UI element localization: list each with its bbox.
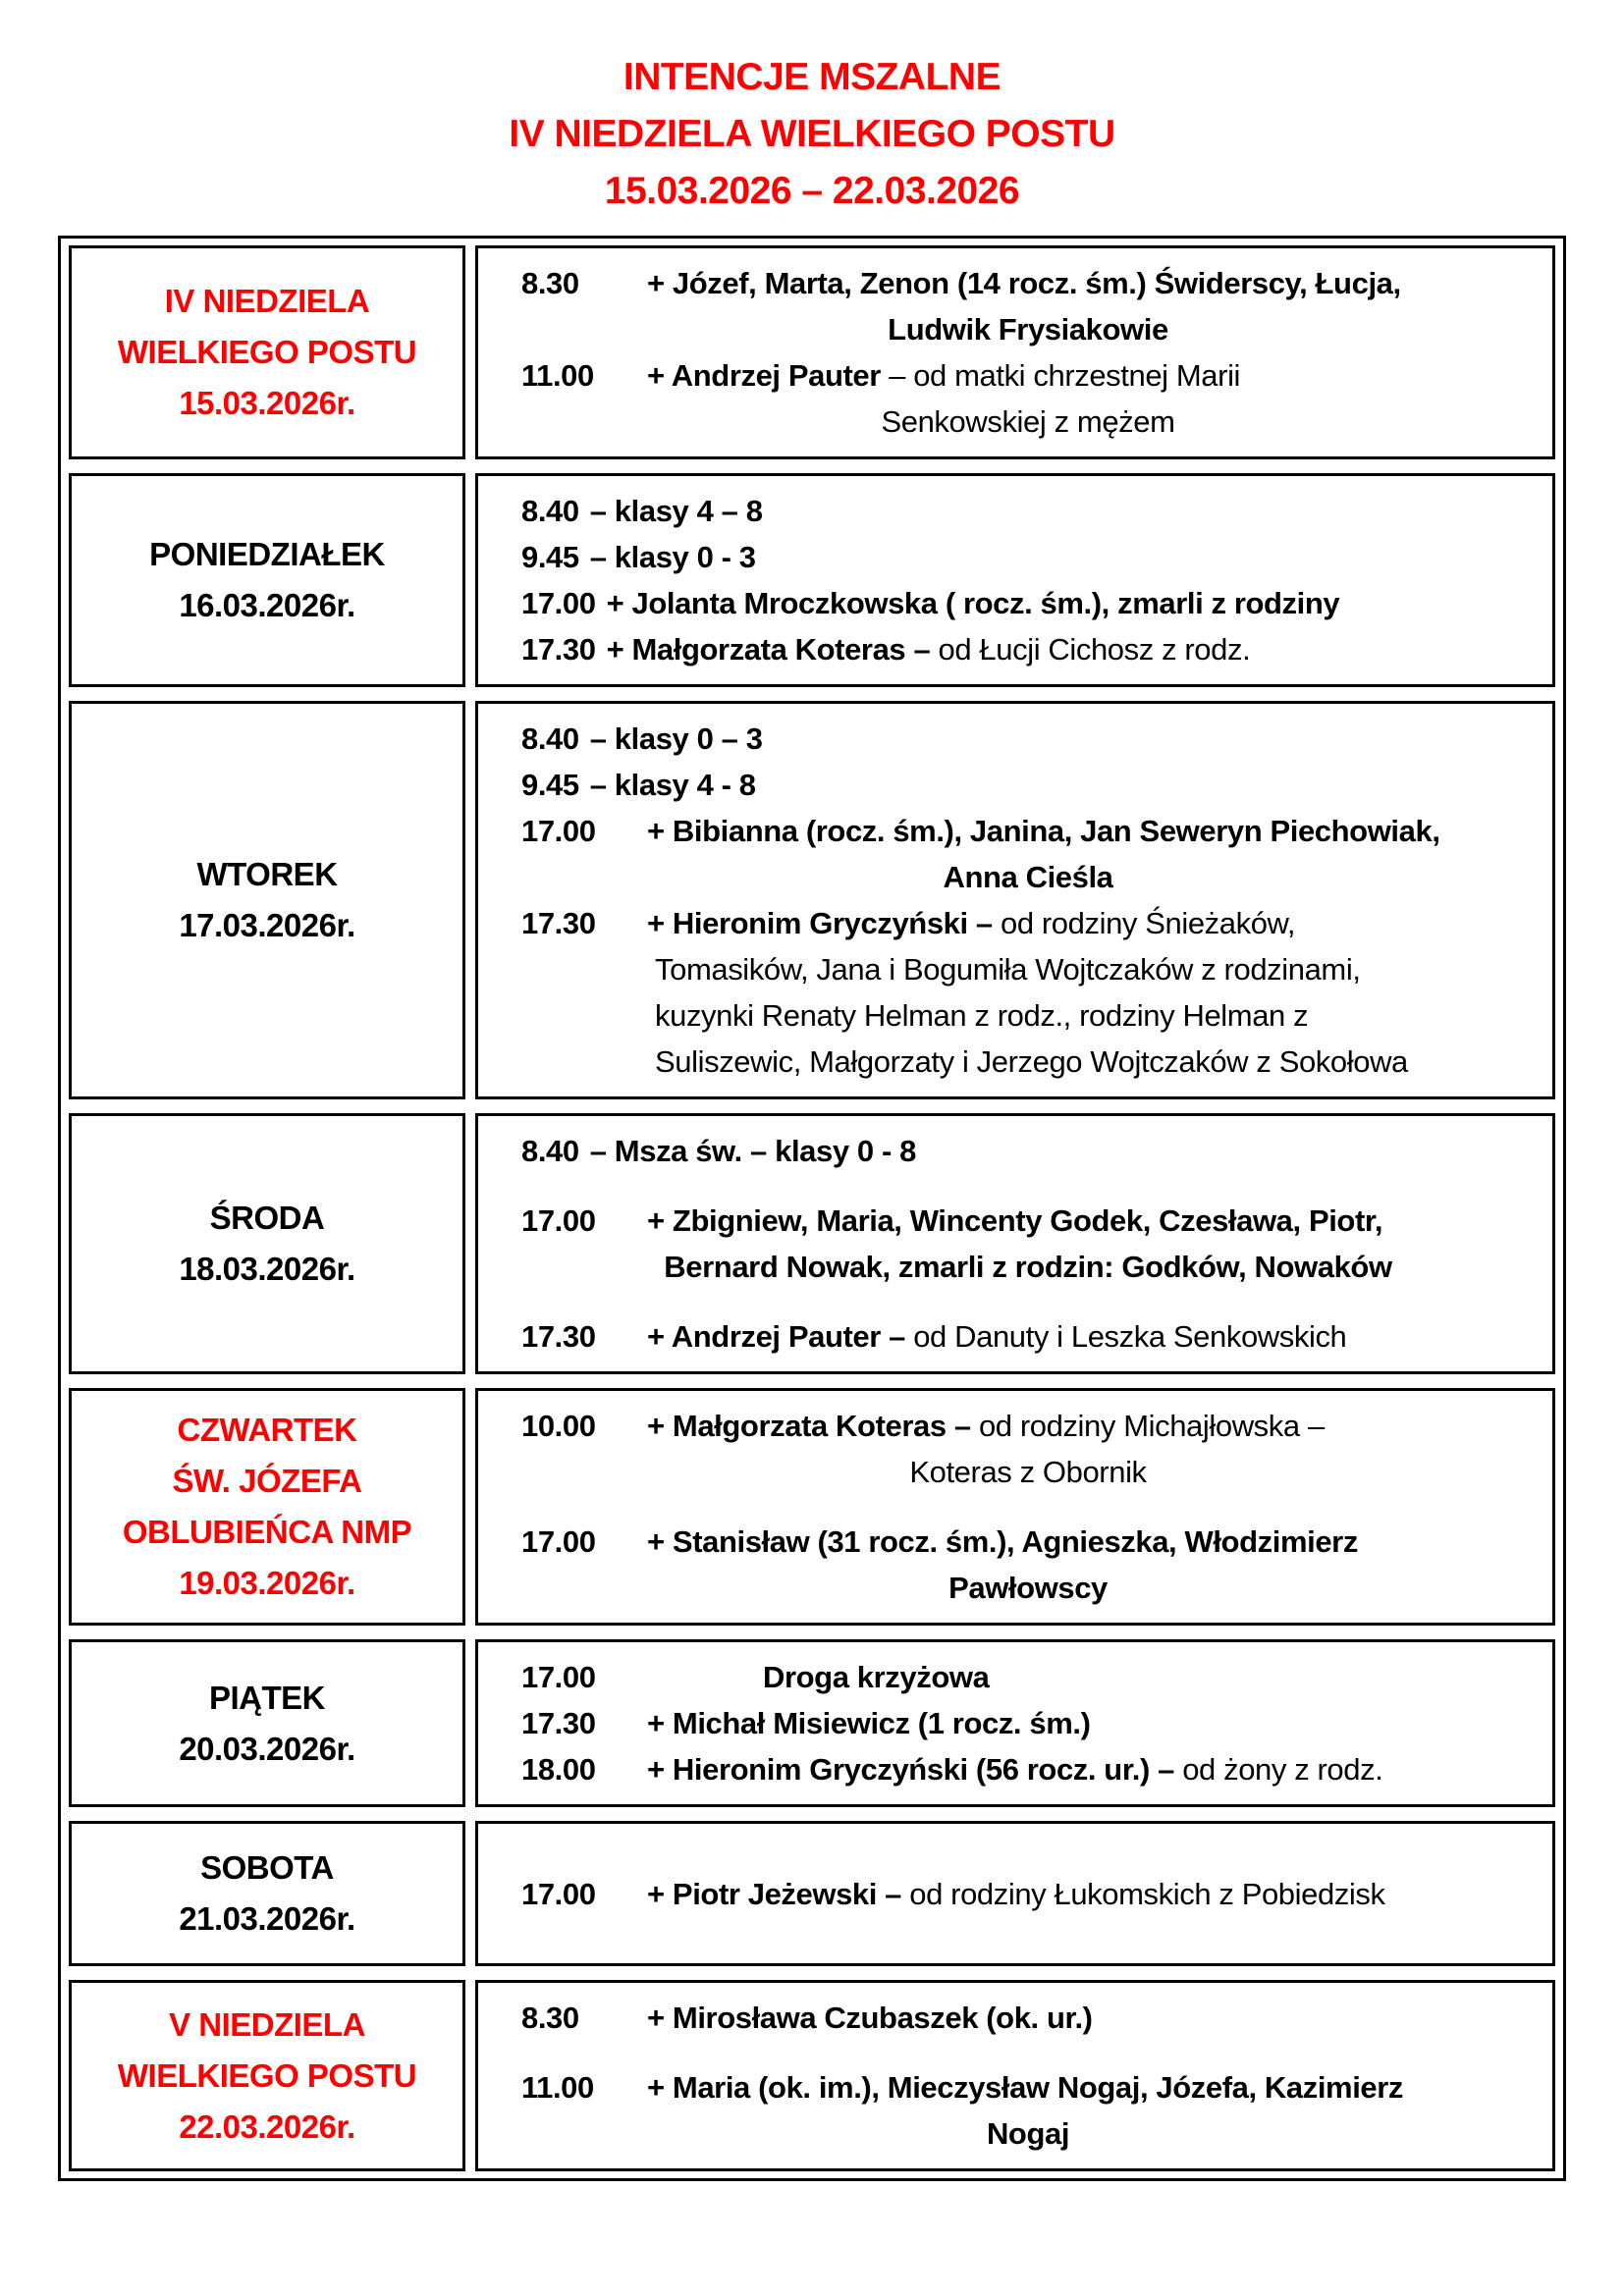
day-label-line: PIĄTEK [208,1679,325,1716]
entry-line [521,762,1535,808]
table-row [61,1106,1563,1381]
intention-text-run: kuzynki Renaty Helman z rodz., rodziny Helman z [655,998,1309,1033]
title-line-3: 15.03.2026 – 22.03.2026 [604,170,1020,212]
entry-line [521,260,1535,306]
mass-intentions-table [58,236,1566,2181]
intention-text-run: – od matki chrzestnej Marii [889,358,1241,393]
intention-text-run: Pawłowscy [948,1571,1108,1605]
entry-continuation-line [521,2110,1535,2157]
day-label-line: PONIEDZIAŁEK [149,536,385,572]
entries-cell [475,473,1555,687]
day-label-line: OBLUBIEŃCA NMP [122,1514,412,1550]
mass-time: 17.00 [521,1660,596,1694]
mass-time: 9.45 [521,540,579,574]
entry-line [521,1313,1535,1360]
mass-entry [521,534,1535,580]
intention-text-run: + Bibianna (rocz. śm.), Janina, Jan Seweryn Piechowiak, [647,814,1440,848]
entries-cell [475,1639,1555,1807]
mass-time: 17.30 [521,906,596,940]
entry-text [647,352,1535,399]
mass-entry [521,808,1535,900]
mass-time: 17.00 [521,1203,596,1238]
intention-text-run: Tomasików, Jana i Bogumiła Wojtczaków z rodzinami, [655,952,1361,987]
intention-text-run: Anna Cieśla [943,860,1113,894]
mass-entry [521,1403,1535,1495]
mass-entry [521,2064,1535,2157]
intention-text-run: – klasy 0 – 3 [589,721,763,756]
intention-text-run: Koteras z Obornik [909,1455,1147,1489]
day-label-line: WIELKIEGO POSTU [117,334,417,370]
mass-entry [521,1128,1535,1174]
mass-entry [521,1313,1535,1360]
mass-time: 9.45 [521,768,579,802]
day-cell [69,701,465,1099]
day-label-line: V NIEDZIELA [169,2005,365,2043]
mass-entry [521,488,1535,534]
day-label-line: CZWARTEK [177,1412,357,1448]
mass-time: 11.00 [521,2070,594,2105]
intention-text-run: – klasy 4 - 8 [589,768,756,802]
entries-cell [475,1980,1555,2171]
intention-text-run: od Łucji Cichosz z rodz. [938,632,1251,667]
entry-text [647,900,1535,946]
title-line-2: IV NIEDZIELA WIELKIEGO POSTU [509,113,1115,155]
intention-text-run: + Józef, Marta, Zenon (14 rocz. śm.) Świderscy, Łucja, [647,266,1401,300]
mass-time: 17.00 [521,1524,596,1559]
mass-time: 17.30 [521,1319,596,1354]
mass-entry [521,1746,1535,1792]
intention-text-run: Droga krzyżowa [763,1660,990,1694]
day-label-line: 20.03.2026r. [179,1730,355,1767]
entries-cell [475,1113,1555,1374]
entry-text [647,1995,1535,2041]
entries-cell [475,1388,1555,1626]
mass-entry [521,900,1535,1085]
mass-entry [521,626,1535,672]
entry-text [647,1519,1535,1565]
mass-time: 8.40 [521,1134,579,1168]
day-label-line: ŚRODA [209,1200,325,1236]
table-row [61,1381,1563,1632]
day-cell [69,1821,465,1966]
intention-text-run: + Piotr Jeżewski – [647,1876,910,1911]
mass-entry [521,716,1535,762]
day-label-line: 22.03.2026r. [179,2108,355,2145]
intention-text-run: Ludwik Frysiakowie [888,312,1168,347]
entry-text [647,1746,1535,1792]
mass-time: 8.30 [521,2001,579,2035]
intention-text-run: – klasy 4 – 8 [589,494,763,528]
day-label-line: 15.03.2026r. [179,385,355,421]
entry-continuation-line [521,992,1535,1039]
intention-text-run: + Zbigniew, Maria, Wincenty Godek, Czesława, Piotr, [647,1203,1383,1238]
document-title [0,49,1624,220]
intention-text-run: + Andrzej Pauter [647,358,890,393]
entry-continuation-line [521,1244,1535,1290]
intention-text-run: – Msza św. – klasy 0 - 8 [589,1134,916,1168]
entry-continuation-line [521,399,1535,445]
entry-line [521,626,1535,672]
day-label-line: 19.03.2026r. [179,1565,355,1601]
entry-line [521,900,1535,946]
mass-entry [521,1198,1535,1290]
intention-text-run: Nogaj [986,2116,1070,2151]
entries-cell [475,701,1555,1099]
table-row [61,239,1563,466]
table-row [61,694,1563,1106]
intention-text-run: + Andrzej Pauter – [647,1319,914,1354]
mass-time: 8.40 [521,721,579,756]
mass-time: 11.00 [521,358,594,393]
entry-continuation-line [521,1039,1535,1085]
mass-entry [521,260,1535,352]
entry-text [647,2064,1535,2110]
mass-time: 18.00 [521,1752,596,1787]
day-label-line: SOBOTA [200,1849,334,1886]
entry-line [521,1654,1535,1700]
entry-line [521,1700,1535,1746]
intention-text-run: + Michał Misiewicz (1 rocz. śm.) [647,1706,1091,1740]
intention-text-run: + Hieronim Gryczyński – [647,906,1001,940]
table-row [61,1814,1563,1973]
day-cell [69,245,465,459]
entry-line [521,2064,1535,2110]
mass-time: 10.00 [521,1409,596,1443]
intention-text-run: + Jolanta Mroczkowska ( rocz. śm.), zmarli z rodziny [606,586,1340,620]
entry-line [521,1871,1535,1917]
mass-time: 17.00 [521,814,596,848]
entry-text [647,260,1535,306]
intention-text-run: Senkowskiej z mężem [881,404,1175,439]
intention-text-run: od rodziny Łukomskich z Pobiedzisk [909,1876,1385,1911]
mass-entry [521,1995,1535,2041]
mass-entry [521,580,1535,626]
mass-time: 8.30 [521,266,579,300]
entry-line [521,534,1535,580]
title-line-1: INTENCJE MSZALNE [623,56,1001,98]
entry-continuation-line [521,946,1535,992]
entry-continuation-line [521,306,1535,352]
entry-text [647,1198,1535,1244]
day-cell [69,473,465,687]
entry-text [647,1700,1535,1746]
mass-entry [521,1654,1535,1700]
entry-line [521,716,1535,762]
mass-time: 17.00 [521,586,596,620]
day-label-line: 17.03.2026r. [179,907,355,943]
day-cell [69,1639,465,1807]
mass-entry [521,352,1535,445]
intention-text-run: + Małgorzata Koteras – [647,1409,979,1443]
entry-line [521,352,1535,399]
mass-time: 8.40 [521,494,579,528]
entry-line [521,488,1535,534]
intention-text-run: od żony z rodz. [1182,1752,1383,1787]
entry-continuation-line [521,854,1535,900]
day-label-line: IV NIEDZIELA [164,283,370,319]
day-label-line: WIELKIEGO POSTU [117,2056,417,2094]
day-label-line: 18.03.2026r. [179,1251,355,1287]
entries-cell [475,245,1555,459]
day-label-line: WTOREK [196,856,338,892]
intention-text-run: + Mirosława Czubaszek (ok. ur.) [647,2001,1093,2035]
entry-line [521,808,1535,854]
table-row [61,466,1563,694]
table-row [61,1973,1563,2178]
day-cell [69,1388,465,1626]
intention-text-run: od rodziny Śnieżaków, [1000,906,1296,940]
entry-continuation-line [521,1449,1535,1495]
intention-text-run: od Danuty i Leszka Senkowskich [913,1319,1347,1354]
entry-line [521,1995,1535,2041]
day-label-line: ŚW. JÓZEFA [172,1463,362,1499]
day-cell [69,1980,465,2171]
entry-line [521,1403,1535,1449]
intention-text-run: + Maria (ok. im.), Mieczysław Nogaj, Józefa, Kazimierz [647,2070,1404,2105]
day-cell [69,1113,465,1374]
entry-text [647,1313,1535,1360]
entry-text [647,1403,1535,1449]
intention-text-run: Suliszewic, Małgorzaty i Jerzego Wojtczaków z Sokołowa [655,1044,1408,1079]
entry-line [521,1198,1535,1244]
entry-text [647,808,1535,854]
mass-time: 17.30 [521,632,596,667]
mass-time: 17.00 [521,1876,596,1911]
entry-text [647,1871,1535,1917]
intention-text-run: + Małgorzata Koteras – [606,632,939,667]
intention-text-run: – klasy 0 - 3 [589,540,756,574]
day-label-line: 21.03.2026r. [179,1900,355,1937]
entry-line [521,1746,1535,1792]
mass-entry [521,1700,1535,1746]
intention-text-run: + Hieronim Gryczyński (56 rocz. ur.) – [647,1752,1183,1787]
table-row [61,1632,1563,1814]
entry-text [647,1654,1535,1700]
entry-line [521,1128,1535,1174]
mass-time: 17.30 [521,1706,596,1740]
intention-text-run: + Stanisław (31 rocz. śm.), Agnieszka, Włodzimierz [647,1524,1358,1559]
mass-entry [521,1519,1535,1611]
day-label-line: 16.03.2026r. [179,587,355,623]
entry-line [521,1519,1535,1565]
intention-text-run: Bernard Nowak, zmarli z rodzin: Godków, Nowaków [664,1250,1392,1284]
entries-cell [475,1821,1555,1966]
mass-entry [521,762,1535,808]
mass-entry [521,1871,1535,1917]
entry-continuation-line [521,1565,1535,1611]
entry-line [521,580,1535,626]
intention-text-run: od rodziny Michajłowska – [978,1409,1325,1443]
